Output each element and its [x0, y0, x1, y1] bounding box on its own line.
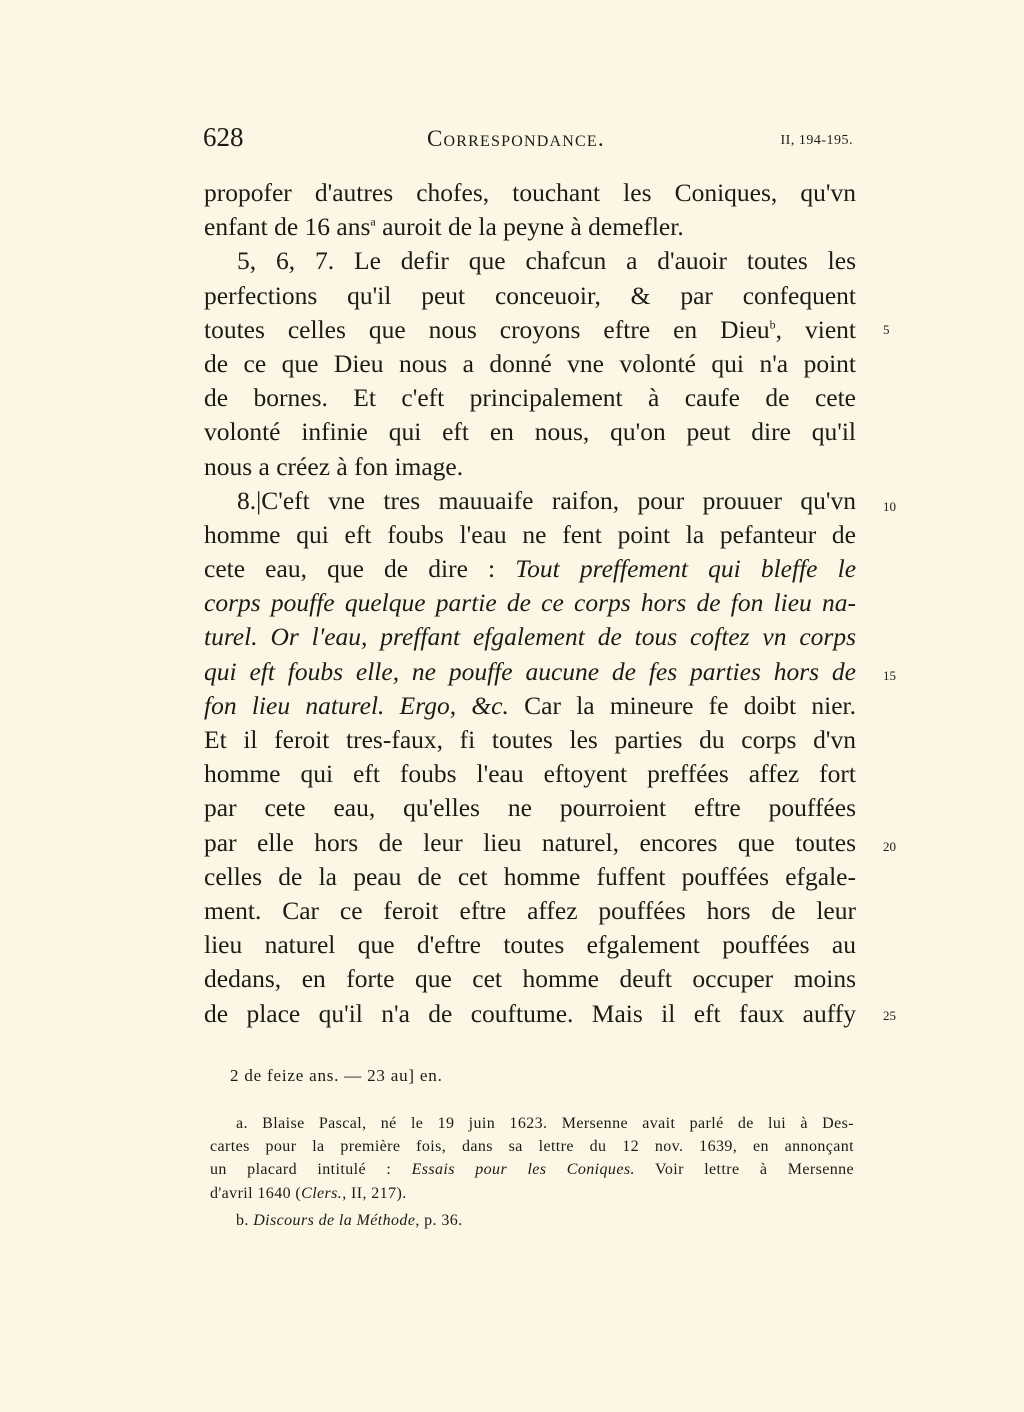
line-number-25: 25: [883, 1008, 896, 1023]
footnote-b: b. Discours de la Méthode, p. 36.: [236, 1211, 463, 1229]
body-line: de ce que Dieu nous a donné vne volonté qui n'a point: [204, 348, 856, 378]
body-line: volonté infinie qui eft en nous, qu'on peut dire qu'il: [204, 417, 856, 447]
body-line: nous a créez à fon image.: [204, 451, 464, 481]
footnote-a-line: cartes pour la première fois, dans sa lettre du 12 nov. 1639, en annonçant: [210, 1138, 854, 1156]
body-line: dedans, en forte que cet homme deuft occuper moins: [204, 964, 856, 994]
body-line: de place qu'il n'a de couftume. Mais il eft faux auffy: [204, 998, 856, 1028]
body-line: fon lieu naturel. Ergo, &c. Car la mineure fe doibt nier.: [204, 690, 856, 720]
body-line: Et il feroit tres-faux, fi toutes les parties du corps d'vn: [204, 725, 856, 754]
body-line: perfections qu'il peut conceuoir, & par confequent: [204, 280, 856, 310]
line-number-10: 10: [883, 499, 896, 514]
body-line: 8.|C'eft vne tres mauuaife raifon, pour prouuer qu'vn: [237, 485, 856, 515]
body-line: 5, 6, 7. Le defir que chafcun a d'auoir toutes les: [237, 246, 856, 276]
note-marker-a: a: [370, 214, 376, 229]
body-line: de bornes. Et c'eft principalement à caufe de cete: [204, 383, 856, 413]
body-line: propofer d'autres chofes, touchant les Coniques, qu'vn: [204, 178, 856, 207]
body-line: homme qui eft foubs l'eau eftoyent preffées affez fort: [204, 759, 856, 789]
footnotes: [210, 1112, 854, 1232]
running-title: Correspondance.: [427, 126, 605, 151]
body-line: qui eft foubs elle, ne pouffe aucune de fes parties hors de: [204, 656, 856, 686]
body-line: cete eau, que de dire : Tout preffement qui bleffe le: [204, 554, 857, 584]
line-number-15: 15: [883, 668, 896, 683]
body-line: ment. Car ce feroit eftre affez pouffées hors de leur: [204, 895, 856, 925]
footnote-a-line: un placard intitulé : Essais pour les Coniques. Voir lettre à Mersenne: [210, 1161, 855, 1179]
body-line: par cete eau, qu'elles ne pourroient eftre pouffées: [204, 793, 856, 823]
volume-reference: II, 194-195.: [780, 133, 853, 148]
body-line: enfant de 16 ans$^a$ auroit de la peyne à demefler.: [204, 212, 684, 242]
body-line: lieu naturel que d'eftre toutes efgalement pouffées au: [204, 930, 856, 960]
line-number-5: 5: [883, 322, 890, 337]
body-line: homme qui eft foubs l'eau ne fent point la pefanteur de: [204, 519, 856, 549]
note-marker-b: b: [769, 317, 776, 332]
textual-variants: 2 de feize ans. — 23 au] en.: [230, 1066, 443, 1085]
body-line: celles de la peau de cet homme fuffent pouffées efgale-: [204, 861, 856, 891]
footnote-a-line: d'avril 1640 (Clers., II, 217).: [210, 1184, 407, 1202]
body-text: [204, 176, 856, 1031]
page-header: [203, 122, 853, 162]
footnote-a-line: a. Blaise Pascal, né le 19 juin 1623. Mersenne avait parlé de lui à Des-: [236, 1115, 854, 1132]
body-line: turel. Or l'eau, preffant efgalement de tous coftez vn corps: [204, 622, 856, 652]
page-number: 628: [203, 122, 244, 152]
body-line: corps pouffe quelque partie de ce corps hors de fon lieu na-: [204, 588, 856, 618]
body-line: toutes celles que nous croyons eftre en Dieu$^b$, vient: [204, 314, 856, 344]
line-number-20: 20: [883, 839, 896, 854]
body-line: par elle hors de leur lieu naturel, encores que toutes: [204, 827, 856, 857]
